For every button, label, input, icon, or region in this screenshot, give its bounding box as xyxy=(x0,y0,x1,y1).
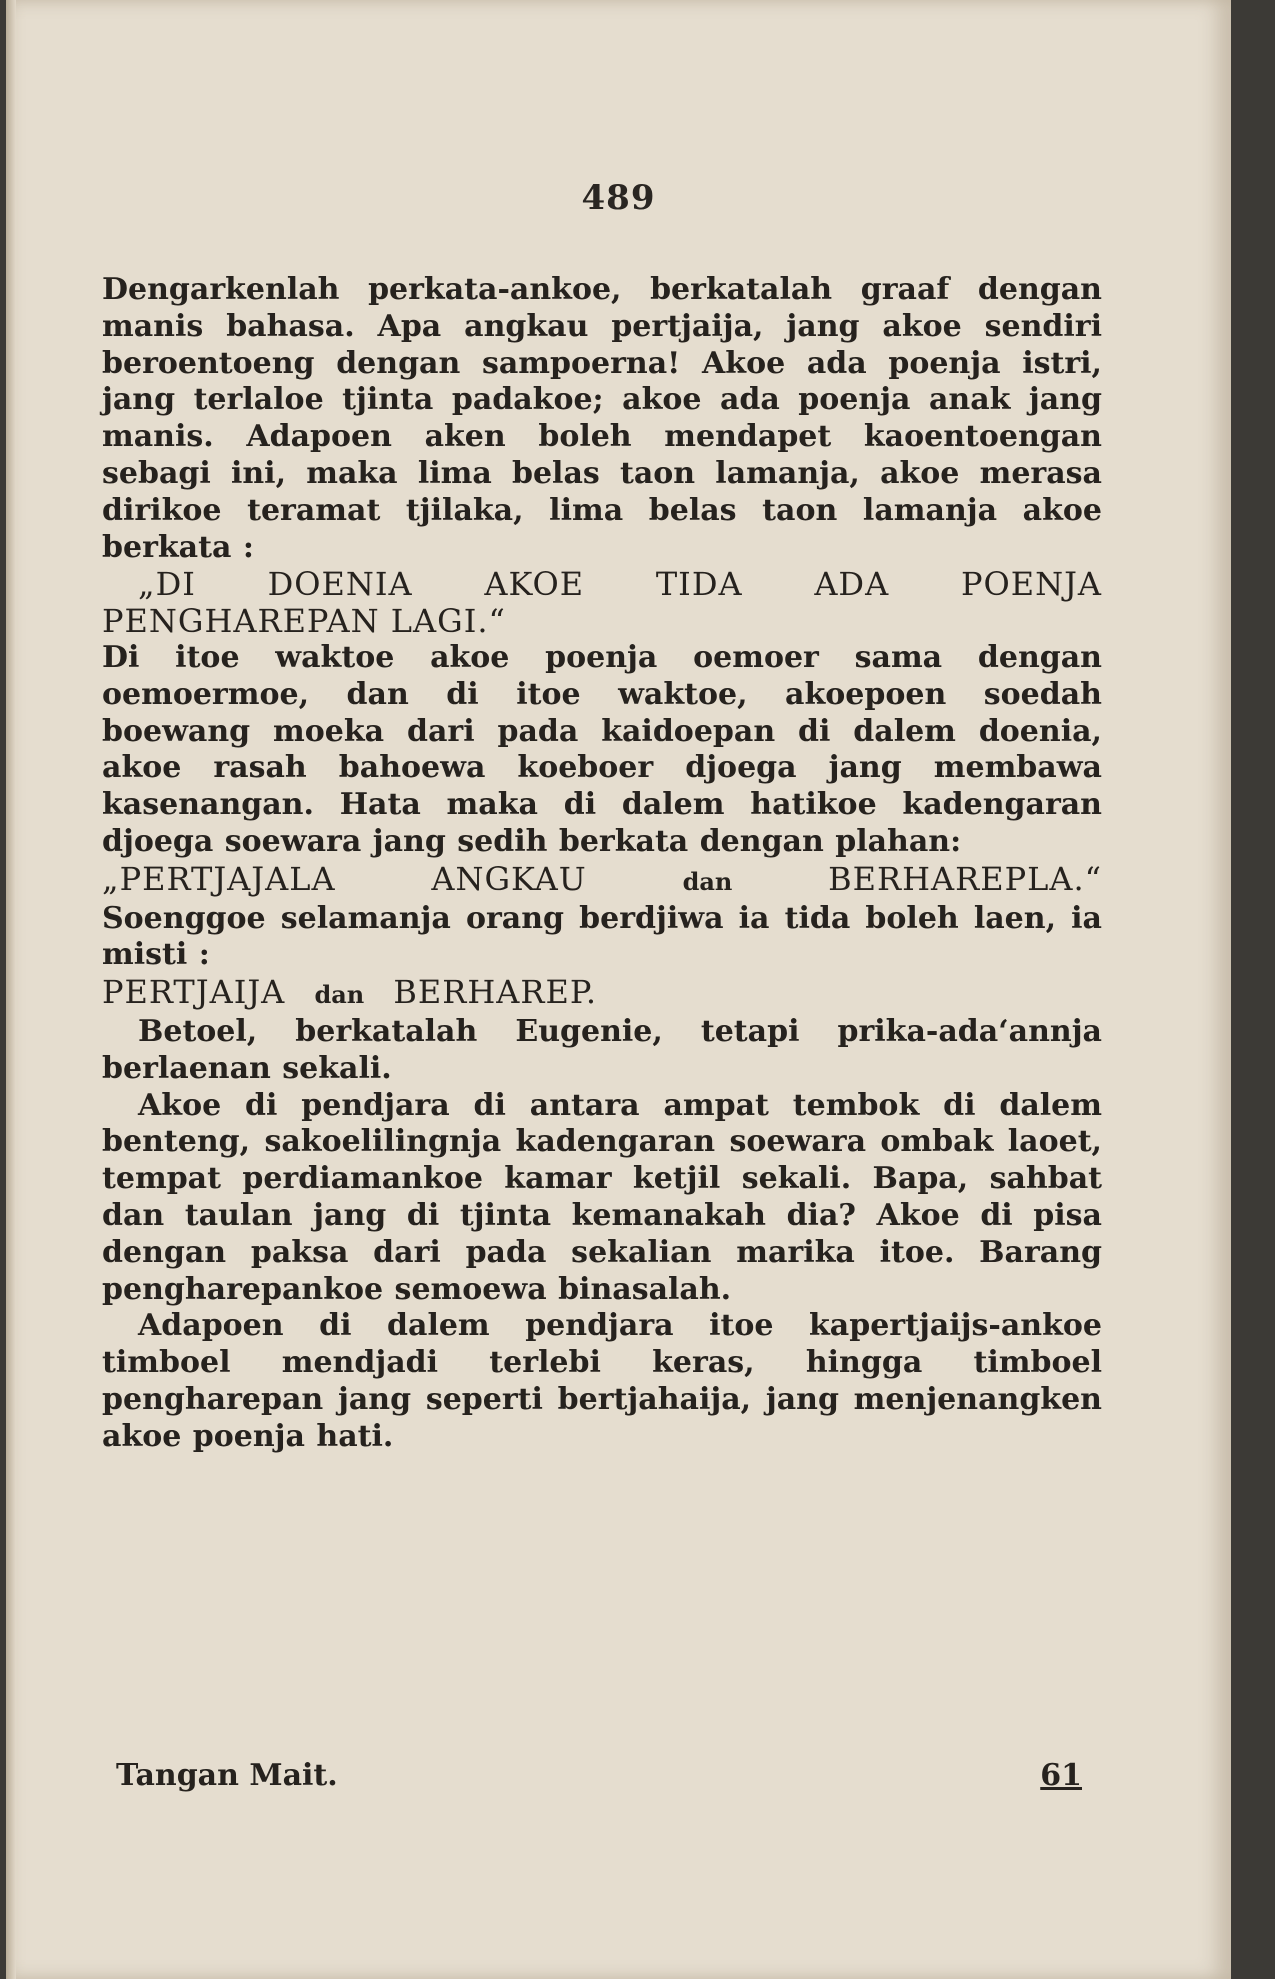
footer-signature-number: 61 xyxy=(1040,1758,1082,1793)
quote-3-before: PERTJAIJA xyxy=(102,973,286,1012)
paragraph-3: Soenggoe selamanja orang berdjiwa ia tida boleh laen, ia misti : xyxy=(102,900,1102,973)
quote-2-after: BERHAREPLA.“ xyxy=(828,859,1103,898)
quote-line-2 xyxy=(102,861,1102,901)
page-binding-edge xyxy=(6,0,16,1979)
body-text xyxy=(102,272,1102,1456)
book-page xyxy=(6,0,1231,1979)
quote-2-conjunction: dan xyxy=(682,866,733,896)
paragraph-6: Adapoen di dalem pendjara itoe kapertjaijs-ankoe timboel mendjadi terlebi keras, hingga timboel pengharepan jang seperti bertjahaija, jang menjenangken akoe poenja hati. xyxy=(102,1308,1102,1454)
page-number: 489 xyxy=(581,178,656,218)
paragraph-2: Di itoe waktoe akoe poenja oemoer sama dengan oemoermoe, dan di itoe waktoe, akoepoen soedah boewang moeka dari pada kaidoepan di dalem doenia, akoe rasah bahoewa koeboer djoega jang membawa kasenangan. Hata maka di dalem hatikoe kadengaran djoega soewara jang sedih berkata dengan plahan: xyxy=(102,639,1102,859)
quote-3-after: BERHAREP. xyxy=(393,973,598,1012)
quote-line-1a: „DI DOENIA AKOE TIDA ADA POENJA xyxy=(138,565,1102,604)
quote-line-1b: PENGHAREPAN LAGI.“ xyxy=(102,602,506,641)
quote-line-3 xyxy=(102,974,1102,1014)
paragraph-5: Akoe di pendjara di antara ampat tembok di dalem benteng, sakoelilingnja kadengaran soewara ombak laoet, tempat perdiamankoe kamar ketjil sekali. Bapa, sahbat dan taulan jang di tjinta kemanakah dia? Akoe di pisa dengan paksa dari pada sekalian marika itoe. Barang pengharepankoe semoewa binasalah. xyxy=(102,1087,1102,1307)
quote-2-before: „PERTJAJALA ANGKAU xyxy=(102,859,587,898)
paragraph-4: Betoel, berkatalah Eugenie, tetapi prika-ada‘annja berlaenan sekali. xyxy=(102,1013,1102,1086)
paragraph-1: Dengarkenlah perkata-ankoe, berkatalah graaf dengan manis bahasa. Apa angkau pertjaija, jang akoe sendiri beroentoeng dengan sampoerna! Akoe ada poenja istri, jang terlaloe tjinta padakoe; akoe ada poenja anak jang manis. Adapoen aken boleh mendapet kaoentoengan sebagi ini, maka lima belas taon lamanja, akoe merasa dirikoe teramat tjilaka, lima belas taon lamanja akoe berkata : xyxy=(102,272,1102,565)
footer-title: Tangan Mait. xyxy=(116,1758,338,1793)
quote-3-conjunction: dan xyxy=(314,980,365,1010)
